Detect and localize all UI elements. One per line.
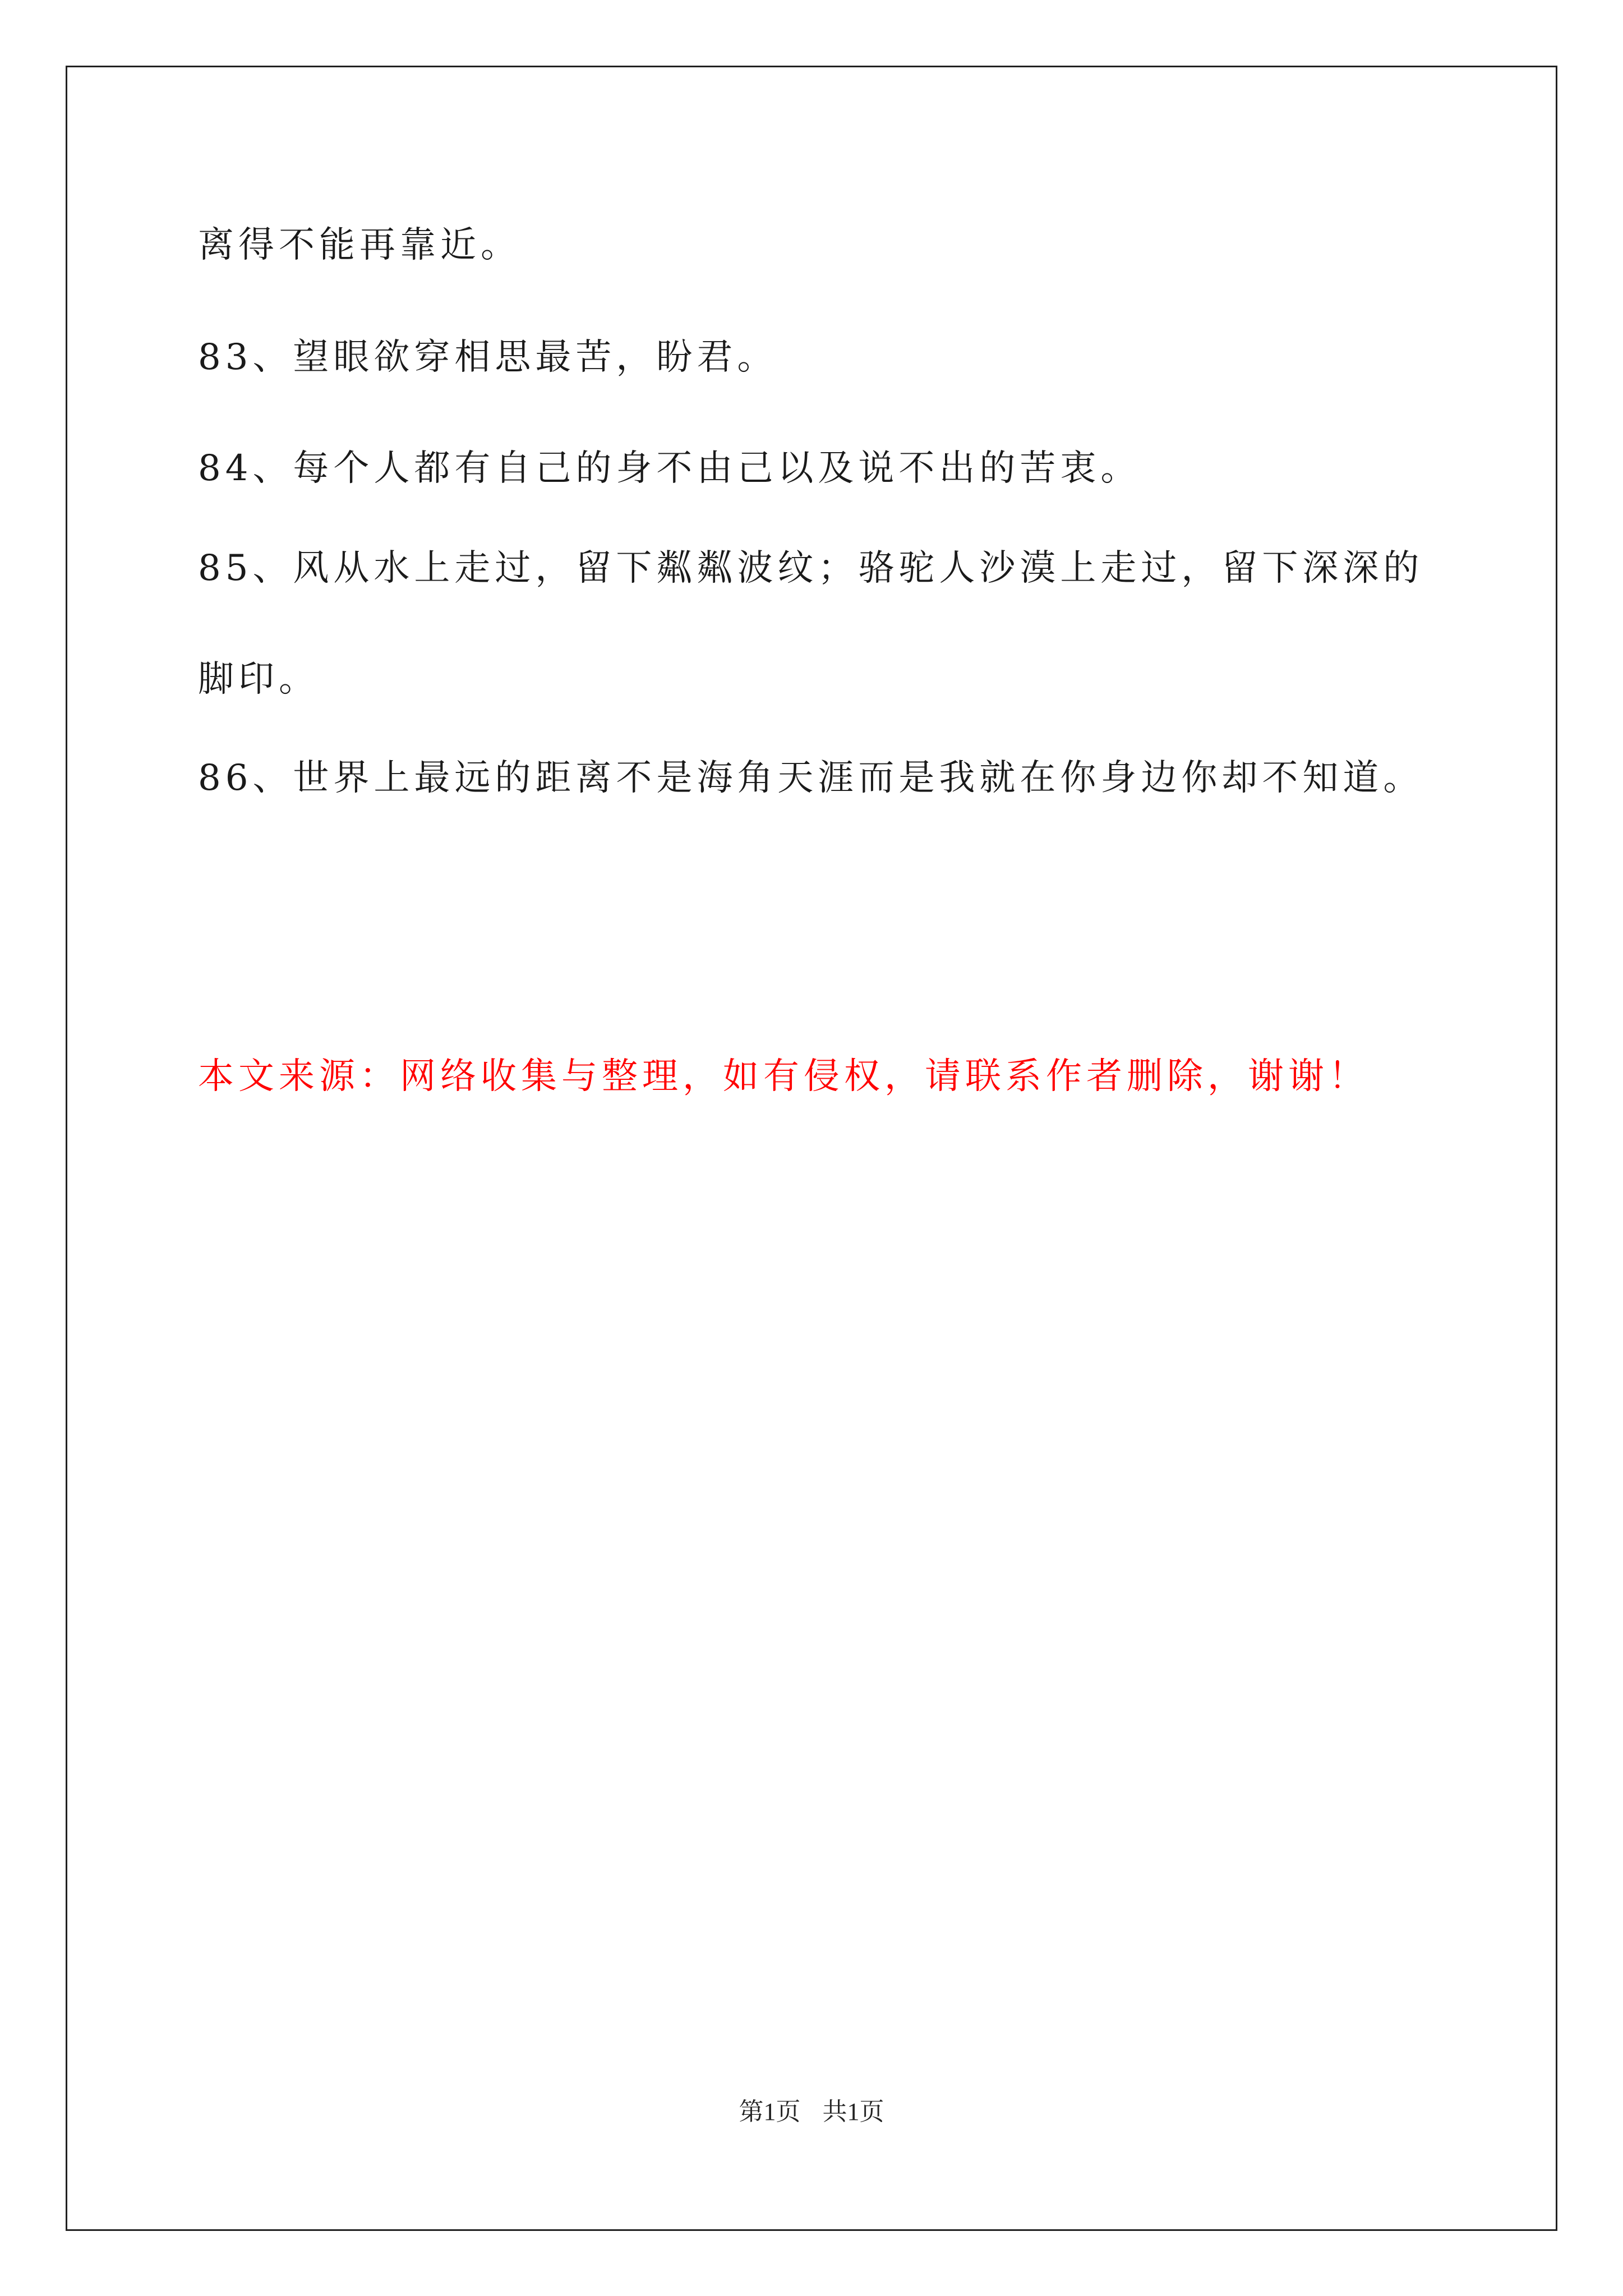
source-note: 本文来源：网络收集与整理，如有侵权，请联系作者删除，谢谢！: [198, 1056, 1369, 1097]
item-85: 85、风从水上走过，留下粼粼波纹；骆驼人沙漠上走过，留下深深的: [198, 547, 1424, 589]
item-84: 84、每个人都有自己的身不由己以及说不出的苦衷。: [198, 448, 1141, 489]
item-86: 86、世界上最远的距离不是海角天涯而是我就在你身边你却不知道。: [198, 757, 1424, 799]
page-number: 第1页: [739, 2098, 801, 2125]
page-footer: [0, 2091, 1623, 2127]
page-total: 共1页: [822, 2098, 884, 2125]
item-83: 83、望眼欲穿相思最苦，盼君。: [198, 337, 778, 378]
item-85-continuation: 脚印。: [198, 659, 319, 700]
page-border: [66, 66, 1557, 2231]
text-line-continuation: 离得不能再靠近。: [198, 224, 521, 266]
